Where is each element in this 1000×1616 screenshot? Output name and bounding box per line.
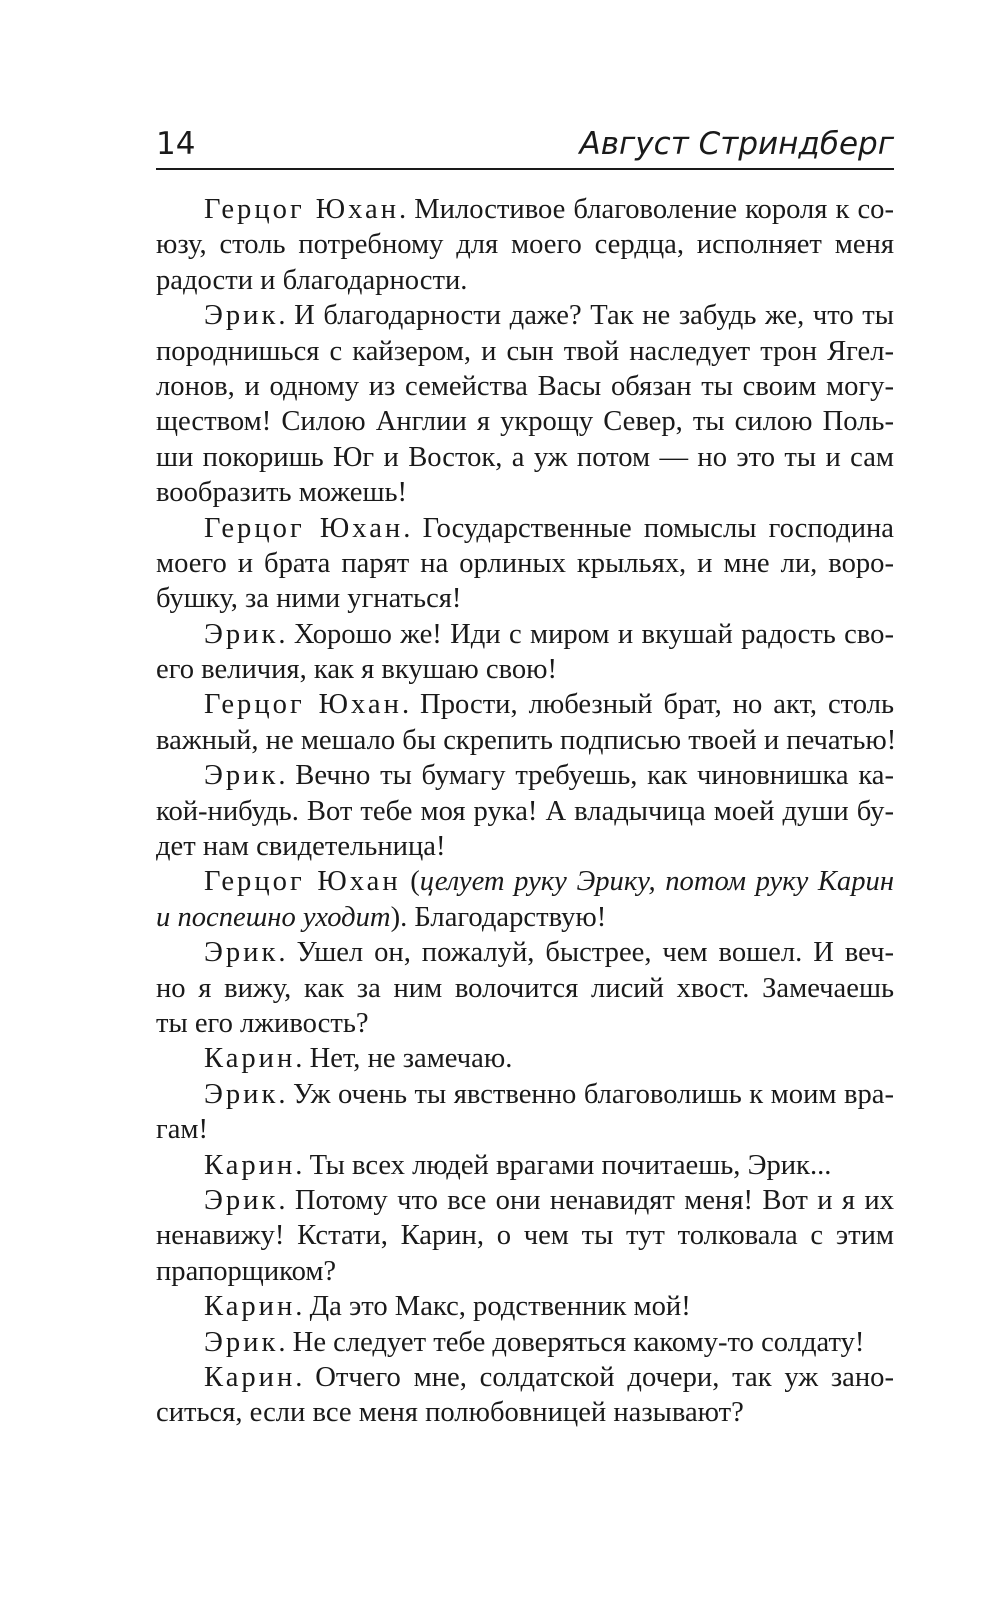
speaker-name: Эрик xyxy=(204,937,279,969)
dialogue-text: но я вижу, как за ним волочится лисий хвост. Замечаешь xyxy=(156,972,894,1004)
dialogue-text: гам! xyxy=(156,1114,209,1146)
dialogue-text: . Вечно ты бумагу требуешь, как чиновнишка ка- xyxy=(278,760,894,792)
text-line xyxy=(156,723,897,758)
text-line xyxy=(156,687,894,722)
dialogue-text: . Отчего мне, солдатской дочери, так уж зано- xyxy=(295,1361,894,1393)
dialogue-text: . Потому что все они ненавидят меня! Вот и я их xyxy=(278,1184,894,1216)
dialogue-text: ситься, если все меня полюбовницей называют? xyxy=(156,1397,744,1429)
speaker-name: Герцог Юхан xyxy=(204,866,401,898)
text-line xyxy=(156,1218,894,1253)
dialogue-text: бушку, за ними угнаться! xyxy=(156,583,462,615)
play-text xyxy=(156,192,897,1431)
speaker-name: Эрик xyxy=(204,618,279,650)
dialogue-text: . Нет, не замечаю. xyxy=(295,1043,513,1075)
dialogue-text: его величия, как я вкушаю свою! xyxy=(156,654,558,686)
text-line xyxy=(156,1112,894,1147)
text-line xyxy=(156,298,894,333)
speaker-name: Эрик xyxy=(204,1184,279,1216)
text-line xyxy=(156,1325,894,1360)
running-head-author: Август Стриндберг xyxy=(579,126,894,162)
speaker-name: Герцог Юхан xyxy=(204,194,400,225)
dialogue-text: моего и брата парят на орлиных крыльях, и мне ли, воро- xyxy=(156,547,894,579)
dialogue-text: кой-нибудь. Вот тебе моя рука! А владычица моей души бу- xyxy=(156,795,894,827)
dialogue-text: важный, не мешало бы скрепить подписью твоей и печатью! xyxy=(156,724,897,756)
text-line xyxy=(156,1360,894,1395)
stage-direction: и поспешно уходит xyxy=(156,901,391,933)
dialogue-text: породнишься с кайзером, и сын твой наследует трон Ягел- xyxy=(156,335,894,367)
text-line xyxy=(156,829,894,864)
text-line xyxy=(156,1006,894,1041)
dialogue-text: ). Благодарствую! xyxy=(390,901,607,933)
text-line xyxy=(156,263,894,298)
dialogue-text: . Хорошо же! Иди с миром и вкушай радость сво- xyxy=(278,618,894,650)
dialogue-text: . Прости, любезный брат, но акт, столь xyxy=(401,689,894,721)
dialogue-text: ществом! Силою Англии я укрощу Север, ты силою Поль- xyxy=(156,406,894,438)
text-line xyxy=(156,758,894,793)
text-line xyxy=(156,617,894,652)
dialogue-text: . Ты всех людей врагами почитаешь, Эрик... xyxy=(295,1149,832,1181)
dialogue-text: юзу, столь потребному для моего сердца, исполняет меня xyxy=(156,229,894,261)
text-line xyxy=(156,581,894,616)
speaker-name: Карин xyxy=(204,1361,296,1393)
dialogue-text: . Милостивое благоволение короля к со- xyxy=(399,194,894,225)
dialogue-text: прапорщиком? xyxy=(156,1255,337,1287)
text-line xyxy=(156,440,894,475)
text-line xyxy=(156,652,894,687)
text-line xyxy=(156,404,894,439)
dialogue-text: лонов, и одному из семейства Васы обязан ты своим могу- xyxy=(156,370,894,402)
dialogue-text: . Уж очень ты явственно благоволишь к моим вра- xyxy=(278,1078,894,1110)
dialogue-text: вообразить можешь! xyxy=(156,477,408,509)
text-line xyxy=(156,1395,894,1430)
speaker-name: Герцог Юхан xyxy=(204,512,404,544)
dialogue-text: . Ушел он, пожалуй, быстрее, чем вошел. И веч- xyxy=(278,937,894,969)
text-line xyxy=(156,1041,894,1076)
page-number: 14 xyxy=(156,126,196,162)
dialogue-text: дет нам свидетельница! xyxy=(156,831,446,863)
text-line xyxy=(156,935,894,970)
text-line xyxy=(156,864,894,899)
text-line xyxy=(156,511,894,546)
text-line xyxy=(156,227,894,262)
text-line xyxy=(156,1148,894,1183)
speaker-name: Эрик xyxy=(204,300,279,332)
text-line xyxy=(156,369,894,404)
speaker-name: Карин xyxy=(204,1149,296,1181)
text-line xyxy=(156,971,894,1006)
speaker-name: Карин xyxy=(204,1291,296,1323)
text-line xyxy=(156,1289,894,1324)
speaker-name: Эрик xyxy=(204,1078,279,1110)
page-header xyxy=(156,124,894,170)
dialogue-text: ( xyxy=(400,866,420,898)
speaker-name: Карин xyxy=(204,1043,296,1075)
text-line xyxy=(156,546,894,581)
dialogue-text: ши покоришь Юг и Восток, а уж потом — но это ты и сам xyxy=(156,441,894,473)
text-line xyxy=(156,794,894,829)
dialogue-text: ты его лживость? xyxy=(156,1007,369,1039)
text-line xyxy=(156,1077,894,1112)
stage-direction: целует руку Эрику, потом руку Карин xyxy=(419,866,894,898)
text-line xyxy=(156,1254,894,1289)
text-line xyxy=(156,1183,894,1218)
text-line xyxy=(156,475,894,510)
dialogue-text: . Да это Макс, родственник мой! xyxy=(295,1291,691,1323)
dialogue-text: . Государственные помыслы господина xyxy=(403,512,894,544)
text-line xyxy=(156,334,894,369)
dialogue-text: радости и благодарности. xyxy=(156,264,468,296)
text-line xyxy=(156,192,894,227)
dialogue-text: . Не следует тебе доверяться какому-то солдату! xyxy=(278,1326,865,1358)
dialogue-text: ненавижу! Кстати, Карин, о чем ты тут толковала с этим xyxy=(156,1220,894,1252)
dialogue-text: . И благодарности даже? Так не забудь же, что ты xyxy=(278,300,894,332)
text-line xyxy=(156,900,894,935)
speaker-name: Герцог Юхан xyxy=(204,689,402,721)
speaker-name: Эрик xyxy=(204,760,279,792)
speaker-name: Эрик xyxy=(204,1326,279,1358)
